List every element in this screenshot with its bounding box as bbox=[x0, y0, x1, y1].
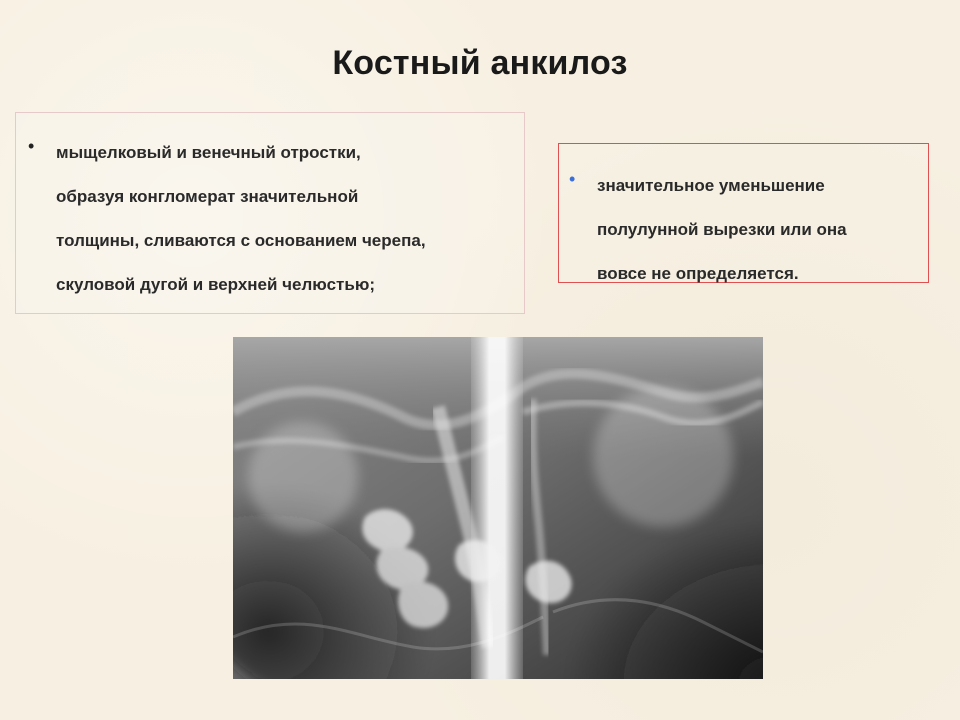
left-bullet-item bbox=[28, 131, 518, 307]
slide-title: Костный анкилоз bbox=[332, 44, 628, 82]
right-bullet-item bbox=[569, 164, 919, 296]
bullet-icon: • bbox=[28, 136, 35, 156]
right-text-box bbox=[558, 143, 929, 283]
left-bullet-text: мыщелковый и венечный отростки, образуя конгломерат значительной толщины, сливаются с основанием черепа, скуловой дугой и верхней челюстью; bbox=[56, 143, 426, 294]
bullet-icon: • bbox=[569, 169, 576, 189]
xray-image bbox=[233, 337, 763, 679]
right-bullet-text: значительное уменьшение полулунной вырезки или она вовсе не определяется. bbox=[597, 176, 847, 283]
left-text-box bbox=[15, 112, 525, 314]
